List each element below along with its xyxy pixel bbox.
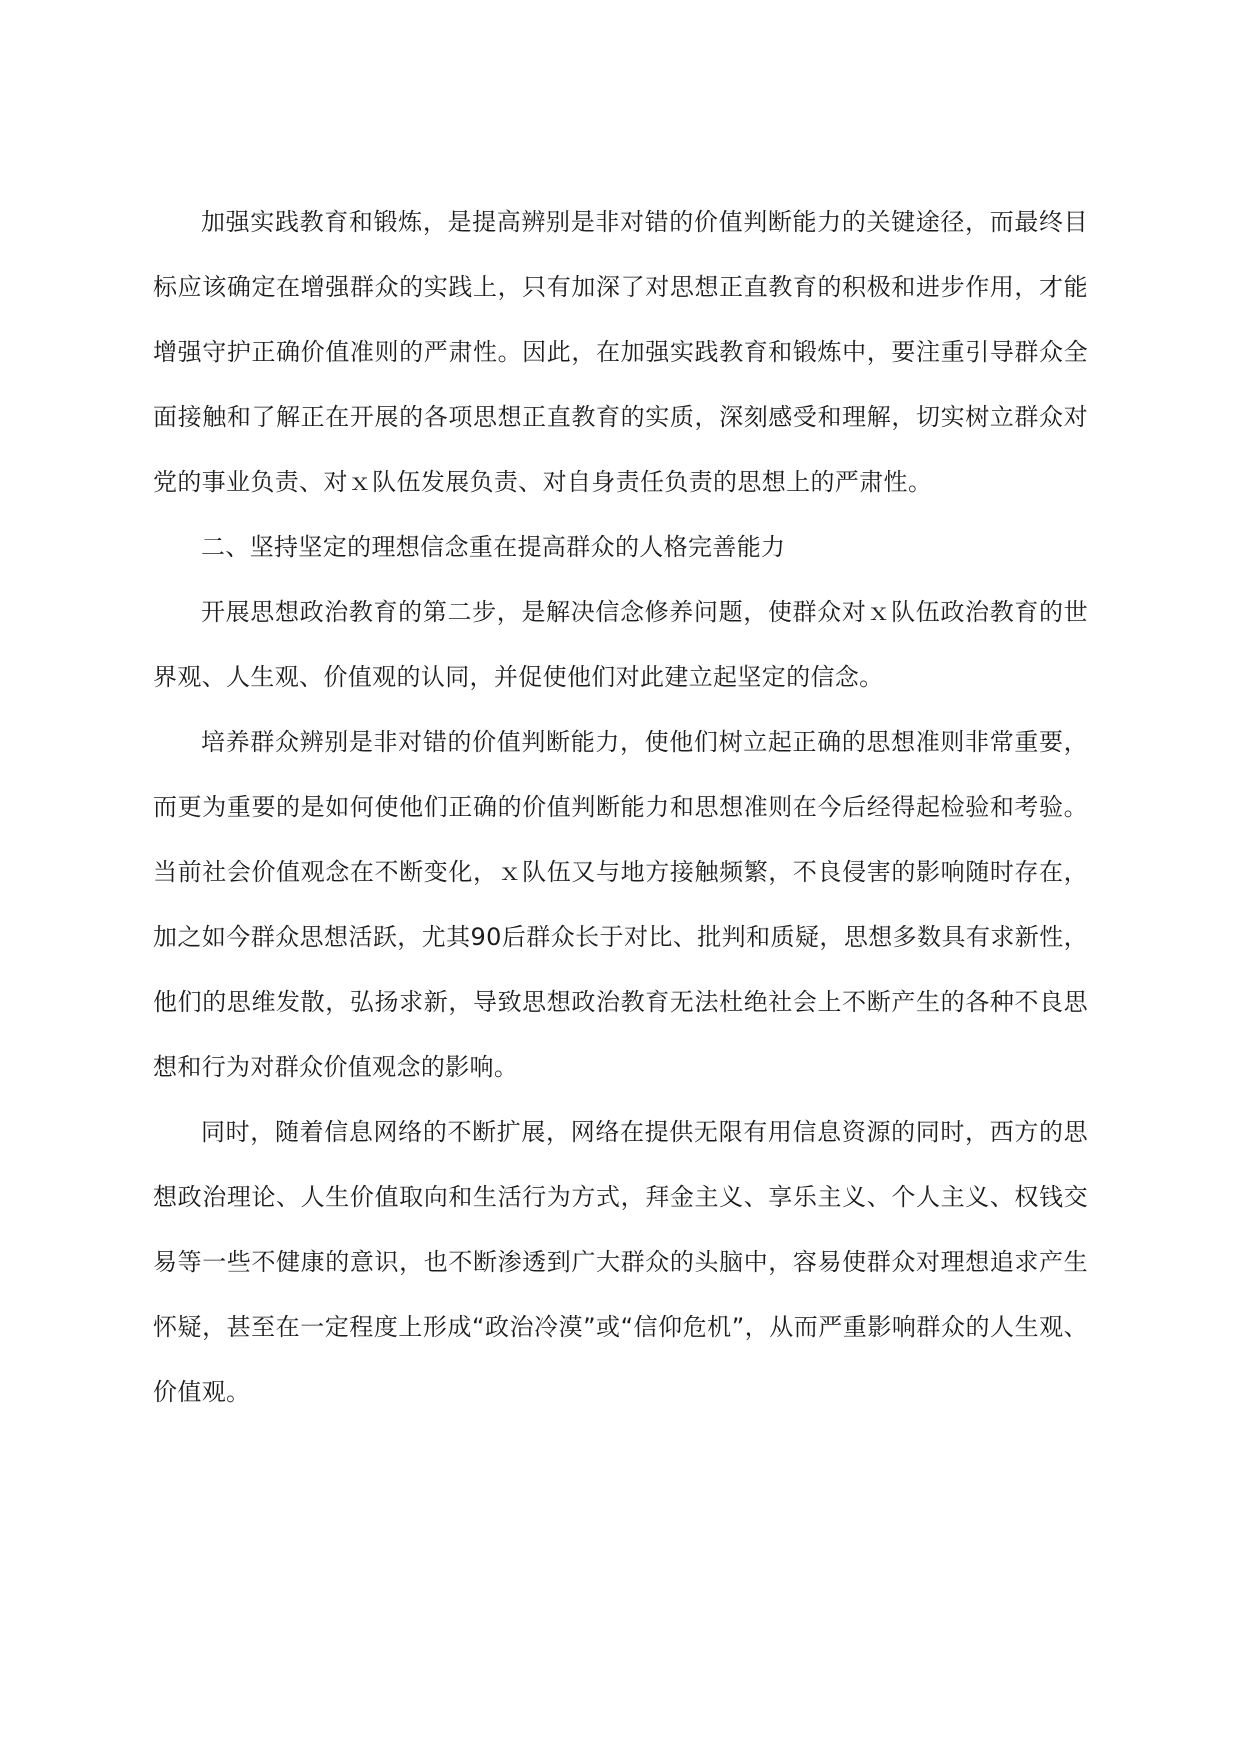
paragraph-belief-cultivation: 开展思想政治教育的第二步，是解决信念修养问题，使群众对ｘ队伍政治教育的世界观、人生观、价值观的认同，并促使他们对此建立起坚定的信念。 [153, 598, 1088, 691]
section-heading-two: 二、坚持坚定的理想信念重在提高群众的人格完善能力 [201, 533, 786, 561]
paragraph-practice-education: 加强实践教育和锻炼，是提高辨别是非对错的价值判断能力的关键途径，而最终目标应该确定在增强群众的实践上，只有加深了对思想正直教育的积极和进步作用，才能增强守护正确价值准则的严肃性。因此，在加强实践教育和锻炼中，要注重引导群众全面接触和了解正在开展的各项思想正直教育的实质，深刻感受和理解，切实树立群众对党的事业负责、对ｘ队伍发展负责、对自身责任负责的思想上的严肃性。 [153, 208, 1088, 496]
paragraph-network-influence: 同时，随着信息网络的不断扩展，网络在提供无限有用信息资源的同时，西方的思想政治理论、人生价值取向和生活行为方式，拜金主义、享乐主义、个人主义、权钱交易等一些不健康的意识，也不断渗透到广大群众的头脑中，容易使群众对理想追求产生怀疑，甚至在一定程度上形成“政治冷漠”或“信仰危机”，从而严重影响群众的人生观、价值观。 [153, 1118, 1088, 1406]
paragraph-value-judgment: 培养群众辨别是非对错的价值判断能力，使他们树立起正确的思想准则非常重要，而更为重要的是如何使他们正确的价值判断能力和思想准则在今后经得起检验和考验。当前社会价值观念在不断变化，ｘ队伍又与地方接触频繁，不良侵害的影响随时存在，加之如今群众思想活跃，尤其90后群众长于对比、批判和质疑，思想多数具有求新性，他们的思维发散，弘扬求新，导致思想政治教育无法杜绝社会上不断产生的各种不良思想和行为对群众价值观念的影响。 [153, 728, 1088, 1081]
document-body [153, 190, 1088, 1425]
